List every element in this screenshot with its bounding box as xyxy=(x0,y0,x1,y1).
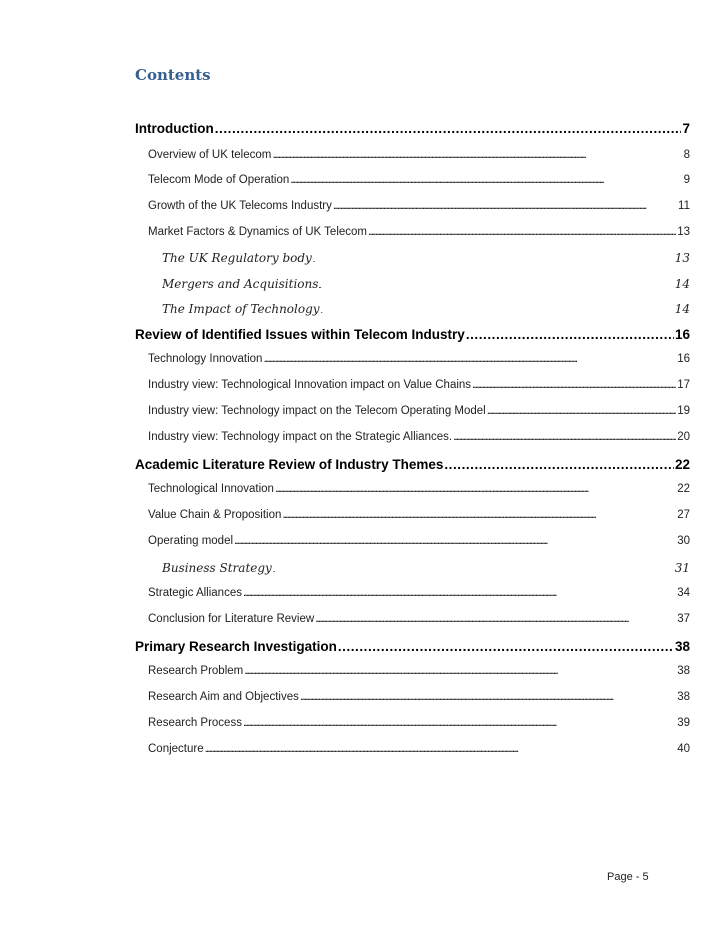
toc-entry-page-number: 37 xyxy=(677,613,690,625)
toc-dot-leader xyxy=(466,327,674,342)
toc-entry-page-number: 11 xyxy=(678,200,690,212)
toc-entry-level-3[interactable] xyxy=(162,561,690,575)
toc-entry-title: Conjecture xyxy=(148,743,204,755)
toc-entry-title: Business Strategy xyxy=(162,561,272,575)
toc-entry-page-number: 14 xyxy=(674,277,690,291)
toc-entry-level-2[interactable] xyxy=(148,587,690,599)
toc-entry-level-2[interactable] xyxy=(148,405,690,417)
toc-entry-title: The UK Regulatory body xyxy=(162,251,312,265)
toc-entry-page-number: 39 xyxy=(677,717,690,729)
toc-entry-title: Strategic Alliances xyxy=(148,587,242,599)
toc-entry-title: Operating model xyxy=(148,535,234,547)
toc-dot-leader xyxy=(319,277,673,291)
toc-entry-level-2[interactable] xyxy=(148,226,690,238)
toc-entry-title: Mergers and Acquisitions xyxy=(162,277,319,291)
toc-entry-page-number: 34 xyxy=(677,587,690,599)
toc-entry-title: Market Factors & Dynamics of UK Telecom xyxy=(148,226,367,238)
toc-entry-level-2[interactable] xyxy=(148,149,690,161)
toc-dot-leader xyxy=(244,665,676,677)
toc-entry-title: Primary Research Investigation xyxy=(135,639,337,654)
toc-entry-title: Growth of the UK Telecoms Industry xyxy=(148,200,332,212)
toc-entry-page-number: 9 xyxy=(683,174,690,186)
toc-entry-page-number: 31 xyxy=(674,561,690,575)
toc-entry-page-number: 30 xyxy=(677,535,690,547)
toc-dot-leader xyxy=(243,587,676,599)
toc-entry-page-number: 22 xyxy=(677,483,690,495)
toc-dot-leader xyxy=(215,121,682,136)
toc-entry-level-1[interactable] xyxy=(135,121,690,136)
toc-dot-leader xyxy=(453,431,676,443)
toc-entry-title: Value Chain & Proposition xyxy=(148,509,282,521)
page-number-footer: Page - 5 xyxy=(607,871,649,883)
toc-entry-page-number: 13 xyxy=(674,251,690,265)
toc-entry-title: Overview of UK telecom xyxy=(148,149,272,161)
toc-entry-page-number: 38 xyxy=(677,665,690,677)
toc-entry-page-number: 13 xyxy=(677,226,690,238)
toc-entry-title: Research Problem xyxy=(148,665,244,677)
toc-entry-title: Telecom Mode of Operation xyxy=(148,174,290,186)
toc-entry-title: The Impact of Technology xyxy=(162,302,320,316)
toc-entry-title: Conclusion for Literature Review xyxy=(148,613,315,625)
toc-entry-level-2[interactable] xyxy=(148,743,690,755)
toc-entry-level-2[interactable] xyxy=(148,174,690,186)
toc-entry-level-2[interactable] xyxy=(148,613,690,625)
toc-dot-leader xyxy=(333,200,677,212)
toc-entry-level-2[interactable] xyxy=(148,509,690,521)
toc-entry-page-number: 40 xyxy=(677,743,690,755)
toc-entry-title: Technology Innovation xyxy=(148,353,263,365)
toc-entry-page-number: 20 xyxy=(677,431,690,443)
toc-entry-page-number: 7 xyxy=(682,121,690,136)
toc-entry-level-3[interactable] xyxy=(162,302,690,316)
toc-entry-title: Industry view: Technology impact on the Strategic Alliances. xyxy=(148,431,453,443)
toc-entry-level-3[interactable] xyxy=(162,251,690,265)
toc-dot-leader xyxy=(290,174,682,186)
toc-entry-title: Technological Innovation xyxy=(148,483,274,495)
toc-dot-leader xyxy=(313,251,674,265)
toc-entry-page-number: 19 xyxy=(677,405,690,417)
toc-entry-title: Industry view: Technology impact on the Telecom Operating Model xyxy=(148,405,486,417)
toc-dot-leader xyxy=(275,483,676,495)
toc-entry-level-2[interactable] xyxy=(148,691,690,703)
toc-dot-leader xyxy=(472,379,676,391)
toc-entry-level-1[interactable] xyxy=(135,327,690,342)
toc-entry-level-3[interactable] xyxy=(162,277,690,291)
toc-dot-leader xyxy=(205,743,677,755)
toc-entry-page-number: 22 xyxy=(674,457,690,472)
toc-entry-title: Academic Literature Review of Industry Themes xyxy=(135,457,444,472)
toc-entry-title: Industry view: Technological Innovation impact on Value Chains xyxy=(148,379,472,391)
toc-entry-title: Review of Identified Issues within Telecom Industry xyxy=(135,327,465,342)
toc-entry-title: Introduction xyxy=(135,121,214,136)
toc-entry-page-number: 27 xyxy=(677,509,690,521)
toc-entry-page-number: 8 xyxy=(683,149,690,161)
toc-entry-level-2[interactable] xyxy=(148,717,690,729)
toc-entry-level-2[interactable] xyxy=(148,200,690,212)
toc-dot-leader xyxy=(234,535,676,547)
toc-entry-level-2[interactable] xyxy=(148,431,690,443)
toc-entry-title: Research Process xyxy=(148,717,242,729)
toc-entry-page-number: 38 xyxy=(677,691,690,703)
toc-entry-level-2[interactable] xyxy=(148,379,690,391)
toc-entry-level-2[interactable] xyxy=(148,353,690,365)
toc-entry-level-2[interactable] xyxy=(148,483,690,495)
contents-heading: Contents xyxy=(135,66,211,84)
toc-entry-page-number: 16 xyxy=(677,353,690,365)
toc-entry-level-1[interactable] xyxy=(135,639,690,654)
toc-dot-leader xyxy=(487,405,676,417)
toc-dot-leader xyxy=(282,509,676,521)
toc-dot-leader xyxy=(273,561,674,575)
toc-entry-page-number: 16 xyxy=(674,327,690,342)
toc-dot-leader xyxy=(444,457,674,472)
toc-entry-title: Research Aim and Objectives xyxy=(148,691,299,703)
toc-dot-leader xyxy=(272,149,682,161)
toc-dot-leader xyxy=(300,691,676,703)
toc-entry-page-number: 38 xyxy=(674,639,690,654)
toc-entry-level-2[interactable] xyxy=(148,535,690,547)
toc-dot-leader xyxy=(315,613,676,625)
toc-entry-level-2[interactable] xyxy=(148,665,690,677)
toc-entry-page-number: 17 xyxy=(677,379,690,391)
toc-dot-leader xyxy=(338,639,674,654)
toc-entry-page-number: 14 xyxy=(674,302,690,316)
toc-dot-leader xyxy=(368,226,676,238)
toc-entry-level-1[interactable] xyxy=(135,457,690,472)
toc-dot-leader xyxy=(263,353,676,365)
toc-dot-leader xyxy=(321,302,674,316)
toc-dot-leader xyxy=(243,717,676,729)
